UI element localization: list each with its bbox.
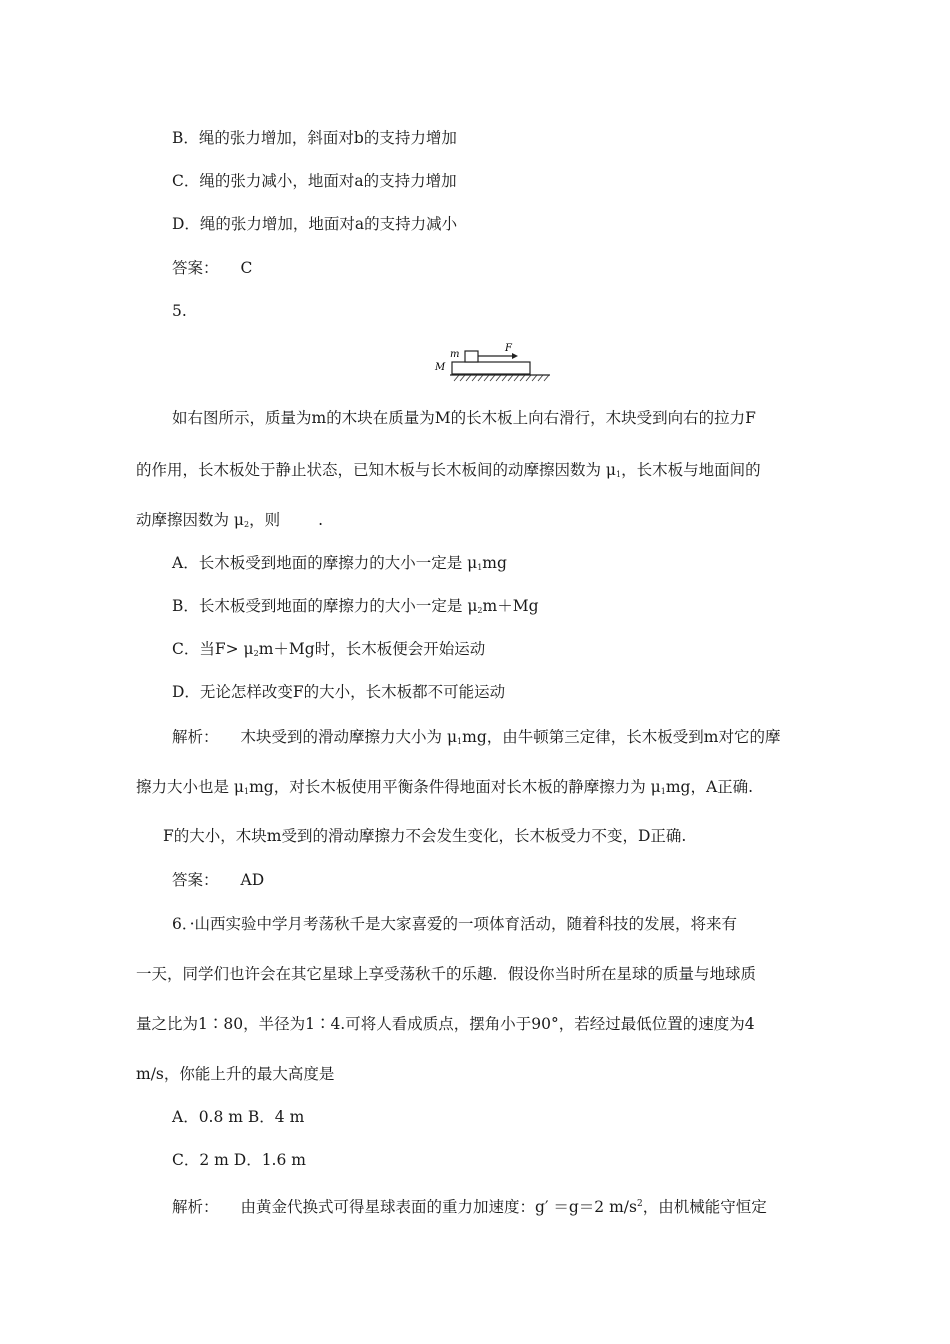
label-F: F: [505, 343, 512, 354]
answer-label: 答案：: [172, 259, 219, 277]
block-on-board-figure: [432, 340, 556, 382]
ground-hatching: [450, 375, 550, 381]
answer-value: C: [240, 259, 253, 277]
q5-option-a: A．长木板受到地面的摩擦力的大小一定是 $\mu_1mg$: [172, 554, 507, 572]
q6-stem-line4: m/s，你能上升的最大高度是: [136, 1065, 335, 1083]
q5-analysis-line2: 擦力大小也是 $\mu_1mg$，对长木板使用平衡条件得地面对长木板的静摩擦力为 $\mu_1mg$，A正确.: [136, 778, 754, 796]
q4-answer: [172, 258, 252, 278]
long-board: [452, 362, 530, 374]
q6-stem-line3: 量之比为1∶80，半径为1∶4.可将人看成质点，摆角小于90°，若经过最低位置的速度为4: [136, 1015, 755, 1033]
q4-option-b: B．绳的张力增加，斜面对b的支持力增加: [172, 129, 457, 147]
q5-stem-line3: 动摩擦因数为 $\mu_2$，则 .: [136, 511, 324, 529]
q6-stem-line2: 一天，同学们也许会在其它星球上享受荡秋千的乐趣．假设你当时所在星球的质量与地球质: [136, 965, 757, 983]
arrow-head-icon: [512, 353, 518, 359]
q6-options-cd: C．2 m D．1.6 m: [172, 1151, 306, 1169]
q5-stem-line2: 的作用，长木板处于静止状态，已知木板与长木板间的动摩擦因数为 $\mu_1$，长木板与地面间的: [136, 461, 761, 479]
answer-value: AD: [240, 871, 265, 889]
label-m: m: [450, 349, 460, 360]
answer-label: 答案：: [172, 871, 219, 889]
analysis-label: 解析：: [172, 1198, 219, 1216]
label-M: M: [435, 362, 446, 373]
small-block: [465, 351, 478, 362]
q5-answer: [172, 870, 264, 890]
q5-stem-line1: 如右图所示，质量为m的木块在质量为M的长木板上向右滑行，木块受到向右的拉力F: [172, 409, 756, 427]
q6-analysis-line1: 解析： 由黄金代换式可得星球表面的重力加速度：g′ ＝g＝2 $m/s^2$，由机械能守恒定: [172, 1198, 767, 1216]
q6-stem-line1: 6．·山西实验中学月考荡秋千是大家喜爱的一项体育活动，随着科技的发展，将来有: [172, 915, 738, 933]
q5-option-b: B．长木板受到地面的摩擦力的大小一定是 $\mu_2m+Mg$: [172, 597, 539, 615]
analysis-label: 解析：: [172, 728, 219, 746]
q4-option-c: C．绳的张力减小，地面对a的支持力增加: [172, 172, 457, 190]
q4-option-d: D．绳的张力增加，地面对a的支持力减小: [172, 215, 458, 233]
q6-options-ab: A．0.8 m B．4 m: [172, 1108, 305, 1126]
q5-option-c: C．当$F> \mu_2m+Mg$时，长木板便会开始运动: [172, 640, 486, 658]
q5-option-d: D．无论怎样改变F的大小，长木板都不可能运动: [172, 683, 506, 701]
q5-analysis-line1: 解析： 木块受到的滑动摩擦力大小为 $\mu_1mg$，由牛顿第三定律，长木板受到m对它的摩: [172, 728, 781, 746]
q5-number: 5.: [172, 302, 187, 320]
q5-analysis-line3: F的大小，木块m受到的滑动摩擦力不会发生变化，长木板受力不变，D正确.: [163, 827, 687, 845]
